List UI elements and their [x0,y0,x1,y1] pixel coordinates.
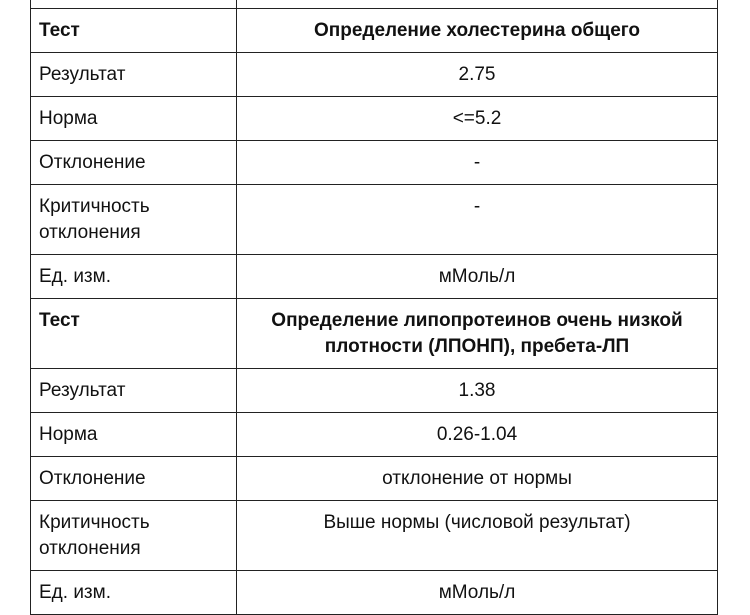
test-header-label: Тест [31,9,237,53]
deviation-severity-label: Критичность отклонения [31,185,237,255]
norm-row [31,97,718,141]
lab-results-table [30,8,718,615]
deviation-severity-value: Выше нормы (числовой результат) [237,501,718,571]
previous-table-edge [30,0,718,8]
result-row [31,53,718,97]
deviation-severity-value: - [237,185,718,255]
norm-value: <=5.2 [237,97,718,141]
norm-value: 0.26-1.04 [237,413,718,457]
deviation-label: Отклонение [31,141,237,185]
unit-row [31,571,718,615]
unit-value: мМоль/л [237,255,718,299]
norm-label: Норма [31,97,237,141]
previous-table-divider [236,0,237,8]
result-value: 1.38 [237,369,718,413]
deviation-row [31,141,718,185]
test-header-row [31,299,718,369]
result-label: Результат [31,53,237,97]
test-name: Определение холестерина общего [237,9,718,53]
deviation-label: Отклонение [31,457,237,501]
result-label: Результат [31,369,237,413]
deviation-severity-label: Критичность отклонения [31,501,237,571]
deviation-value: - [237,141,718,185]
unit-row [31,255,718,299]
unit-value: мМоль/л [237,571,718,615]
deviation-row [31,457,718,501]
unit-label: Ед. изм. [31,571,237,615]
test-header-row [31,9,718,53]
unit-label: Ед. изм. [31,255,237,299]
deviation-value: отклонение от нормы [237,457,718,501]
test-name: Определение липопротеинов очень низкой плотности (ЛПОНП), пребета-ЛП [237,299,718,369]
norm-label: Норма [31,413,237,457]
test-header-label: Тест [31,299,237,369]
deviation-severity-row [31,185,718,255]
deviation-severity-row [31,501,718,571]
norm-row [31,413,718,457]
result-row [31,369,718,413]
result-value: 2.75 [237,53,718,97]
